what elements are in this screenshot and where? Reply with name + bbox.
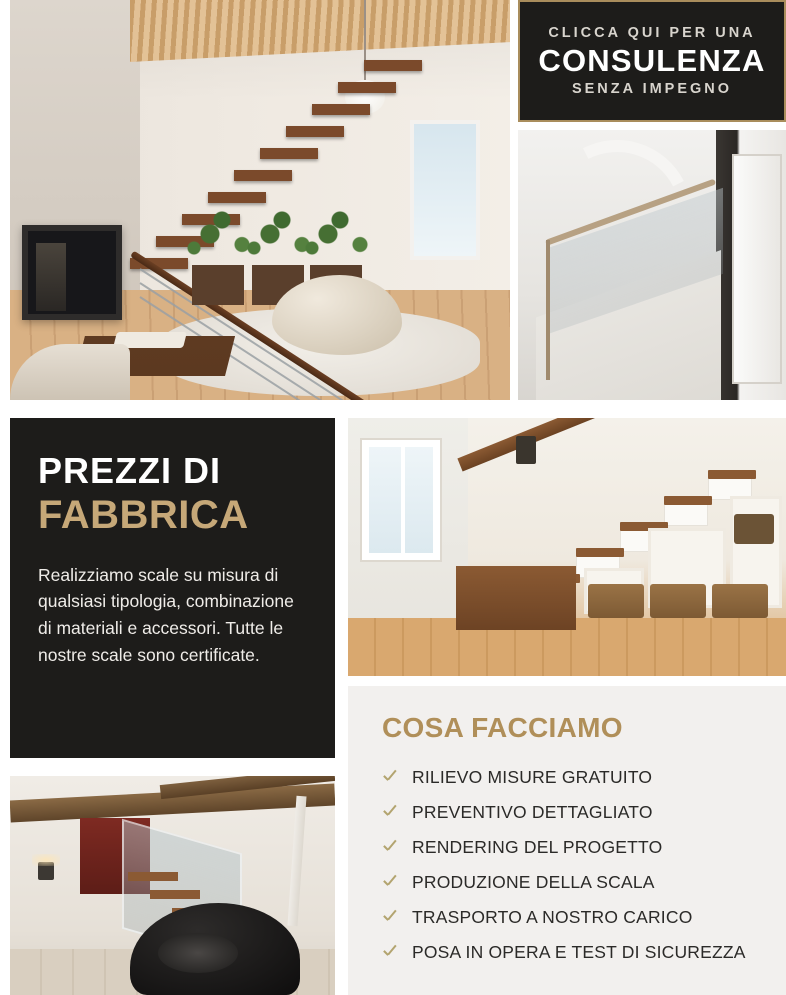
- list-item: [382, 830, 762, 865]
- photo-understair-storage: [348, 418, 786, 676]
- list-item: [382, 935, 762, 970]
- check-icon: [382, 805, 398, 821]
- hero-stair-tread: [234, 170, 292, 181]
- understair-console-table: [456, 566, 576, 630]
- list-item: [382, 760, 762, 795]
- understair-basket: [712, 584, 768, 618]
- service-label: PRODUZIONE DELLA SCALA: [412, 872, 655, 892]
- check-icon: [382, 840, 398, 856]
- understair-window: [362, 440, 440, 560]
- check-icon: [382, 875, 398, 891]
- white-stair-newel-post: [546, 240, 550, 380]
- check-icon: [382, 910, 398, 926]
- understair-tread: [708, 470, 756, 479]
- loft-wall-column: [287, 796, 306, 926]
- cta-consulenza-button[interactable]: [518, 0, 786, 122]
- service-label: PREVENTIVO DETTAGLIATO: [412, 802, 653, 822]
- check-icon: [382, 770, 398, 786]
- prezzi-body-text: Realizziamo scale su misura di qualsiasi tipologia, combinazione di materiali e accessori. Tutte le nostre scale sono certificate.: [38, 564, 294, 665]
- services-list: [382, 760, 762, 970]
- understair-tread: [576, 548, 624, 557]
- list-item: [382, 865, 762, 900]
- prezzi-title-line-1: PREZZI DI: [38, 450, 222, 491]
- service-label: TRASPORTO A NOSTRO CARICO: [412, 907, 693, 927]
- list-item: [382, 900, 762, 935]
- panel-prezzi-di-fabbrica: [10, 418, 335, 758]
- check-icon: [382, 945, 398, 961]
- service-label: RILIEVO MISURE GRATUITO: [412, 767, 653, 787]
- service-label: RENDERING DEL PROGETTO: [412, 837, 663, 857]
- hero-fireplace: [22, 225, 122, 320]
- understair-handrail: [457, 418, 768, 471]
- service-label: POSA IN OPERA E TEST DI SICUREZZA: [412, 942, 746, 962]
- hero-stair-tread: [260, 148, 318, 159]
- hero-stair-tread: [364, 60, 422, 71]
- white-stair-door: [732, 154, 782, 384]
- hero-stair-tread: [312, 104, 370, 115]
- hero-stair-tread: [338, 82, 396, 93]
- cosa-facciamo-heading: COSA FACCIAMO: [382, 712, 623, 743]
- understair-basket: [650, 584, 706, 618]
- panel-cosa-facciamo: [348, 686, 786, 995]
- hero-stair-tread: [286, 126, 344, 137]
- understair-tread: [664, 496, 712, 505]
- loft-wall-lamp: [38, 862, 54, 880]
- cta-line-1: CLICCA QUI PER UNA: [548, 24, 756, 41]
- understair-basket: [588, 584, 644, 618]
- prezzi-title-line-2: FABBRICA: [38, 492, 249, 537]
- hero-plant: [192, 265, 244, 305]
- photo-living-room-staircase: [10, 0, 510, 400]
- understair-basket: [734, 514, 774, 544]
- photo-white-curved-staircase: [518, 130, 786, 400]
- photo-loft-staircase: [10, 776, 335, 995]
- understair-wall-lantern: [516, 436, 536, 464]
- loft-stair-tread: [150, 890, 200, 899]
- cta-line-3: SENZA IMPEGNO: [571, 81, 733, 98]
- loft-stair-tread: [128, 872, 178, 881]
- list-item: [382, 795, 762, 830]
- cta-line-2: CONSULENZA: [538, 42, 766, 78]
